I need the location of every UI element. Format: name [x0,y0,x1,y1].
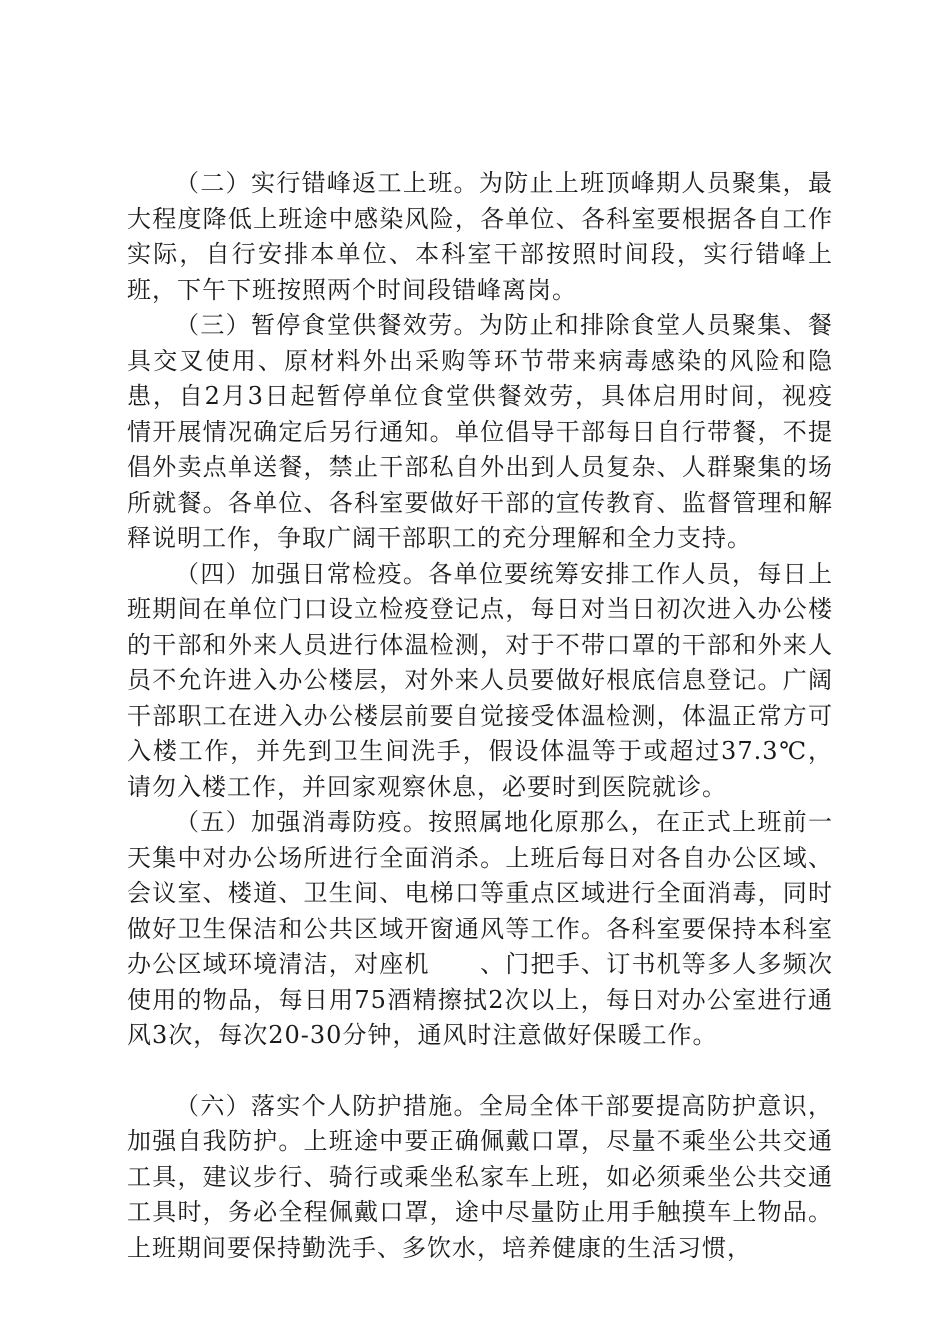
paragraph-staggered-return: （二）实行错峰返工上班。为防止上班顶峰期人员聚集，最大程度降低上班途中感染风险，各单位、各科室要根据各自工作实际，自行安排本单位、本科室干部按照时间段，实行错峰上班，下午下班按照两个时间段错峰离岗。 [127,169,833,304]
paragraph-canteen-suspension: （三）暂停食堂供餐效劳。为防止和排除食堂人员聚集、餐具交叉使用、原材料外出采购等环节带来病毒感染的风险和隐患，自2月3日起暂停单位食堂供餐效劳，具体启用时间，视疫情开展情况确定后另行通知。单位倡导干部每日自行带餐，不提倡外卖点单送餐，禁止干部私自外出到人员复杂、人群聚集的场所就餐。各单位、各科室要做好干部的宣传教育、监督管理和解释说明工作，争取广阔干部职工的充分理解和全力支持。 [127,311,833,552]
paragraph-disinfection: （五）加强消毒防疫。按照属地化原那么，在正式上班前一天集中对办公场所进行全面消杀。上班后每日对各自办公区域、会议室、楼道、卫生间、电梯口等重点区域进行全面消毒，同时做好卫生保洁和公共区域开窗通风等工作。各科室要保持本科室办公区域环境清洁，对座机 、门把手、订书机等多人多频次使用的物品，每日用75酒精擦拭2次以上，每日对办公室进行通风3次，每次20-30分钟，通风时注意做好保暖工作。 [127,808,833,1049]
paragraph-personal-protection: （六）落实个人防护措施。全局全体干部要提高防护意识，加强自我防护。上班途中要正确佩戴口罩，尽量不乘坐公共交通工具，建议步行、骑行或乘坐私家车上班，如必须乘坐公共交通工具时，务必全程佩戴口罩，途中尽量防止用手触摸车上物品。上班期间要保持勤洗手、多饮水，培养健康的生活习惯， [127,1091,833,1262]
document-body [127,166,833,1266]
paragraph-daily-quarantine: （四）加强日常检疫。各单位要统筹安排工作人员，每日上班期间在单位门口设立检疫登记点，每日对当日初次进入办公楼的干部和外来人员进行体温检测，对于不带口罩的干部和外来人员不允许进入办公楼层，对外来人员要做好根底信息登记。广阔干部职工在进入办公楼层前要自觉接受体温检测，体温正常方可入楼工作，并先到卫生间洗手，假设体温等于或超过37.3℃，请勿入楼工作，并回家观察休息，必要时到医院就诊。 [127,559,833,801]
